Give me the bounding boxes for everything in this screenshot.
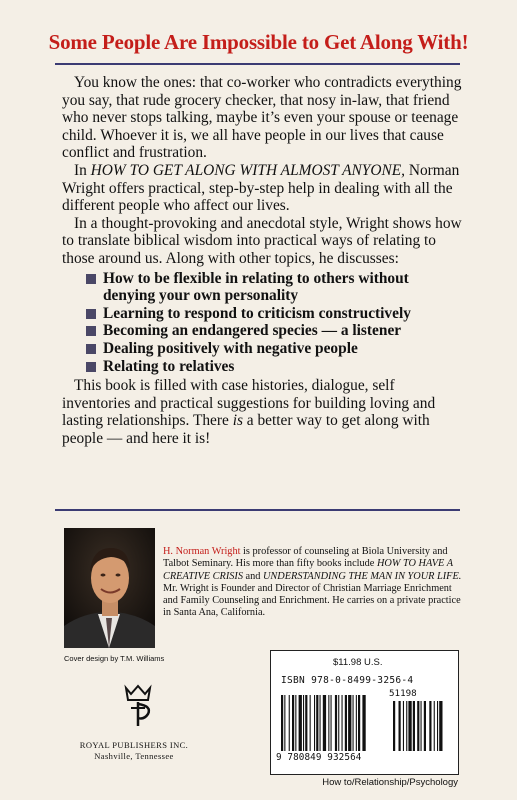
- square-bullet-icon: [86, 309, 96, 319]
- middle-divider: [55, 509, 460, 511]
- p2-prefix: In: [74, 161, 91, 179]
- book-title: HOW TO HAVE A CREATIVE CRISIS: [163, 558, 453, 582]
- category-label: How to/Relationship/Psychology: [322, 777, 458, 788]
- p4-part2: a better way to get along with people — and here it is!: [62, 412, 430, 447]
- description: [62, 74, 462, 447]
- bio-text-1: is professor of counseling at Biola University and Talbot Seminary. His more than fifty books include: [163, 546, 448, 570]
- list-item: [86, 270, 462, 305]
- publisher-imprint: [64, 740, 204, 762]
- p4-part1: This book is filled with case histories, dialogue, self inventories and practical suggestions for building loving and lasting relationships. There: [62, 377, 436, 430]
- p4-emphasis: is: [232, 412, 243, 430]
- author-name: H. Norman Wright: [163, 546, 241, 557]
- price-label: $11.98 U.S.: [333, 657, 383, 668]
- publisher-logo-icon: [118, 680, 158, 728]
- p2-rest: Norman Wright offers practical, step-by-step help in dealing with all the different people who affect our lives.: [62, 161, 460, 215]
- bullet-text: Learning to respond to criticism constructively: [103, 304, 411, 322]
- publisher-name: ROYAL PUBLISHERS INC.: [79, 740, 189, 750]
- topic-list: [86, 270, 462, 376]
- cover-title: Some People Are Impossible to Get Along With!: [48, 30, 469, 54]
- isbn-label: ISBN 978-0-8499-3256-4: [281, 675, 414, 686]
- bio-text-3: Mr. Wright is Founder and Director of Christian Marriage Enrichment and Family Counseling and Enrichment. He carries on a private practice in Santa Ana, California.: [163, 582, 461, 619]
- square-bullet-icon: [86, 344, 96, 354]
- square-bullet-icon: [86, 274, 96, 284]
- author-bio: [163, 546, 463, 620]
- ean-number: 9 780849 932564: [276, 752, 362, 763]
- bio-text-2: and: [242, 570, 263, 582]
- barcode-panel: [270, 650, 459, 775]
- list-item: [86, 358, 462, 376]
- top-divider: [55, 63, 460, 65]
- barcode-bars: [279, 687, 454, 753]
- list-item: [86, 322, 462, 340]
- bullet-text: Dealing positively with negative people: [103, 339, 358, 357]
- bullet-text: How to be flexible in relating to others without denying your own personality: [103, 269, 409, 305]
- paragraph-intro: You know the ones: that co-worker who contradicts everything you say, that rude grocery checker, that nosy in-law, that friend who never stops talking, maybe it’s even your spouse or teenage child. Whoever it is, we all have people in our lives that cause conflict and frustration.: [62, 74, 462, 162]
- publisher-city: Nashville, Tennessee: [94, 751, 174, 761]
- square-bullet-icon: [86, 326, 96, 336]
- square-bullet-icon: [86, 362, 96, 372]
- bullet-text: Relating to relatives: [103, 357, 235, 375]
- paragraph-closing: [62, 377, 462, 447]
- list-item: [86, 340, 462, 358]
- addon-number: 51198: [389, 688, 417, 699]
- book-title: UNDERSTANDING THE MAN IN YOUR LIFE.: [263, 570, 462, 582]
- list-item: [86, 305, 462, 323]
- book-title: HOW TO GET ALONG WITH ALMOST ANYONE,: [90, 161, 405, 179]
- paragraph-book: [62, 162, 462, 215]
- paragraph-style: In a thought-provoking and anecdotal style, Wright shows how to translate biblical wisdom into practical ways of relating to those around us. Along with other topics, he discusses:: [62, 214, 462, 267]
- bullet-text: Becoming an endangered species — a listener: [103, 322, 402, 340]
- author-photo: [64, 528, 155, 648]
- cover-credit: Cover design by T.M. Williams: [64, 654, 165, 663]
